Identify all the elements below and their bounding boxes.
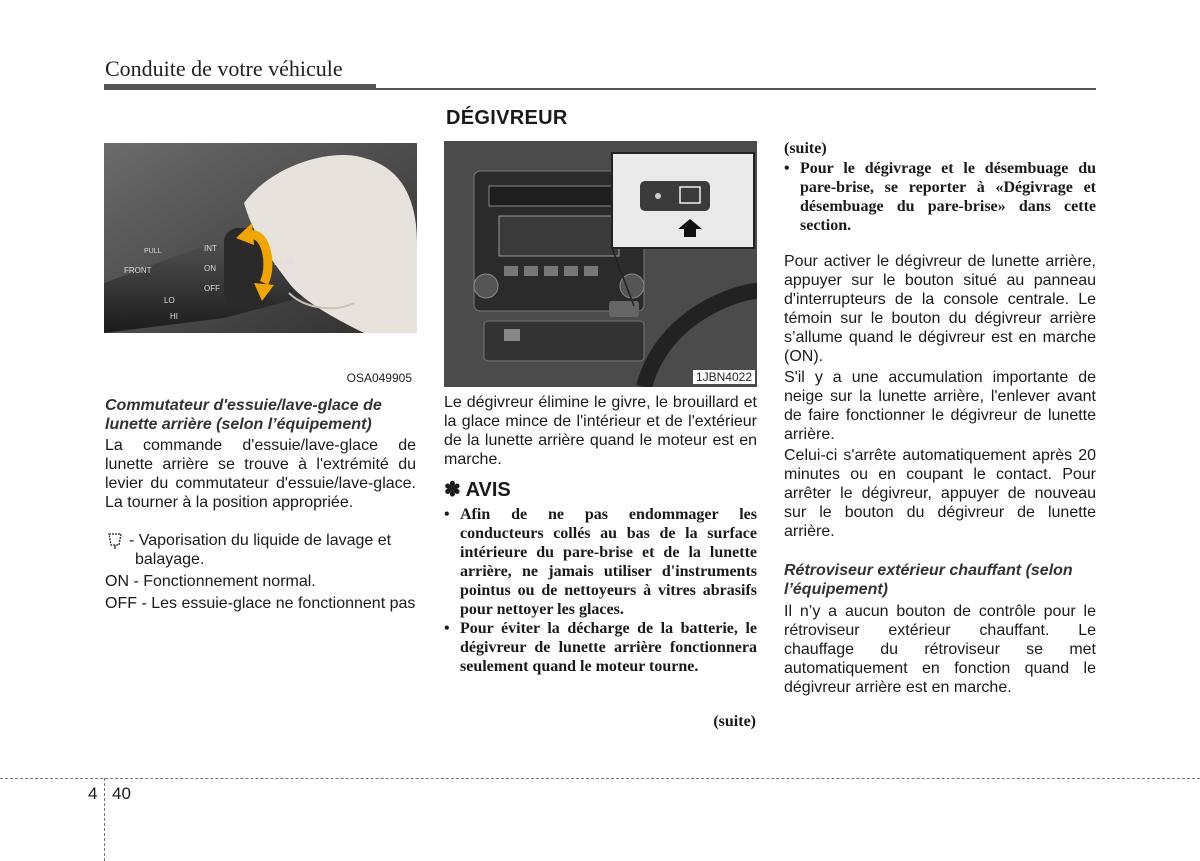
washer-text: - Vaporisation du liquide de lavage et balayage. (129, 532, 392, 568)
footer-rule (0, 778, 1200, 779)
subheading: Rétroviseur extérieur chauffant (selon l’équipement) (784, 562, 1073, 598)
note-item: • Pour le dégivrage et le désembuage du pare-brise, se reporter à «Dégivrage et désembuage du pare-brise» dans cette section. (784, 160, 1096, 234)
dashboard-illustration (444, 141, 757, 387)
continued-header: (suite) (784, 140, 827, 157)
wiper-lever-illustration (104, 143, 417, 388)
avis-title: ✽ AVIS (444, 479, 511, 501)
body-paragraph: Le dégivreur élimine le givre, le brouillard et la glace mince de l'intérieur et de l'extérieur de la lunette arrière quand le moteur est en marche. (444, 394, 757, 468)
lever-label-on: ON (204, 264, 216, 273)
lever-label-pull: PULL (144, 248, 162, 255)
avis-list (444, 505, 757, 676)
wiper-lever-photo (104, 143, 417, 388)
avis-item: • Pour éviter la décharge de la batterie, le dégivreur de lunette arrière fonctionnera seulement quand le moteur tourne. (444, 620, 757, 675)
body-paragraph: La commande d'essuie/lave-glace de lunette arrière se trouve à l'extrémité du levier du commutateur d'essuie/lave-glace. La tourner à la position appropriée. (105, 437, 416, 511)
header-rule-thin (376, 88, 1096, 90)
chapter-number: 4 (88, 784, 98, 803)
running-header: Conduite de votre véhicule (105, 56, 343, 81)
figure-caption: Commutateur d'essuie/lave-glace de lunette arrière (selon l’équipement) (105, 397, 382, 433)
figure-code: OSA049905 (344, 371, 415, 385)
lever-label-int: INT (204, 244, 217, 253)
note-list (784, 159, 1096, 235)
lever-label-hi: HI (170, 312, 178, 321)
body-paragraph: S'il y a une accumulation importante de neige sur la lunette arrière, l'enlever avant de faire fonctionner le dégivreur de lunette arrière. (784, 369, 1096, 443)
section-title: DÉGIVREUR (446, 107, 568, 129)
footer-divider (104, 778, 105, 861)
body-paragraph: Il n’y a aucun bouton de contrôle pour le rétroviseur extérieur chauffant. Le chauffage du rétroviseur se met automatiquement en fonction quand le dégivreur arrière est en marche. (784, 603, 1096, 696)
figure-code: 1JBN4022 (693, 370, 755, 384)
avis-item: • Afin de ne pas endommager les conducteurs collés au bas de la surface intérieure du pare-brise et de la lunette arrière, ne jamais utiliser d'instruments pointus ou de nettoyeurs à vitres abrasifs pour nettoyer les glaces. (444, 506, 757, 618)
continued-label: (suite) (713, 713, 756, 730)
page-number: 40 (112, 784, 131, 803)
washer-item (105, 531, 416, 569)
washer-icon (105, 531, 129, 556)
lever-label-rear: REAR (274, 260, 294, 267)
on-item: ON - Fonctionnement normal. (105, 573, 316, 590)
lever-label-off: OFF (204, 284, 220, 293)
lever-label-front: FRONT (124, 266, 152, 275)
header-rule (104, 84, 376, 90)
lever-label-lo: LO (164, 296, 175, 305)
defroster-dashboard-photo (444, 141, 757, 387)
body-paragraph: Celui-ci s'arrête automatiquement après 20 minutes ou en coupant le contact. Pour arrêter le dégivreur, appuyer de nouveau sur le bouton du dégivreur de lunette arrière. (784, 447, 1096, 540)
off-item: OFF - Les essuie-glace ne fonctionnent pas (105, 595, 416, 612)
body-paragraph: Pour activer le dégivreur de lunette arrière, appuyer sur le bouton situé au panneau d'interrupteurs de la console centrale. Le témoin sur le bouton du dégivreur arrière s’allume quand le dégivreur est en marche (ON). (784, 253, 1096, 365)
